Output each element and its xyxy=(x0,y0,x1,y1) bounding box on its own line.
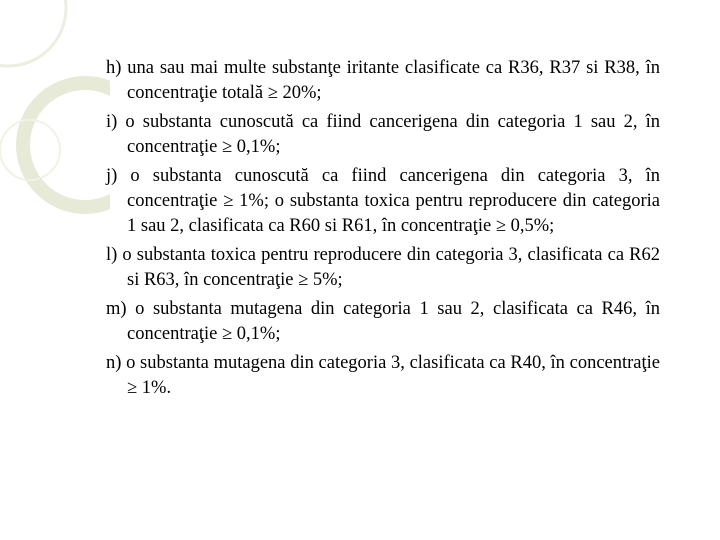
slide-body xyxy=(106,56,660,405)
decorative-arc-large xyxy=(0,0,66,66)
list-item: l) o substanta toxica pentru reproducere din categoria 3, clasificata ca R62 si R63, în concentraţie ≥ 5%; xyxy=(106,245,660,290)
decorative-arc-medium xyxy=(23,83,110,207)
list-item: m) o substanta mutagena din categoria 1 sau 2, clasificata ca R46, în concentraţie ≥ 0,1%; xyxy=(106,299,660,344)
list-item: h) una sau mai multe substanţe iritante clasificate ca R36, R37 si R38, în concentraţie totală ≥ 20%; xyxy=(106,58,660,103)
decorative-circles xyxy=(0,0,110,220)
list-item: n) o substanta mutagena din categoria 3, clasificata ca R40, în concentraţie ≥ 1%. xyxy=(106,353,660,398)
list-item: i) o substanta cunoscută ca fiind cancerigena din categoria 1 sau 2, în concentraţie ≥ 0,1%; xyxy=(106,112,660,157)
list-item: j) o substanta cunoscută ca fiind cancerigena din categoria 3, în concentraţie ≥ 1%; o substanta toxica pentru reproducere din categoria 1 sau 2, clasificata ca R60 si R61, în concentraţie ≥ 0,5%; xyxy=(106,166,660,236)
